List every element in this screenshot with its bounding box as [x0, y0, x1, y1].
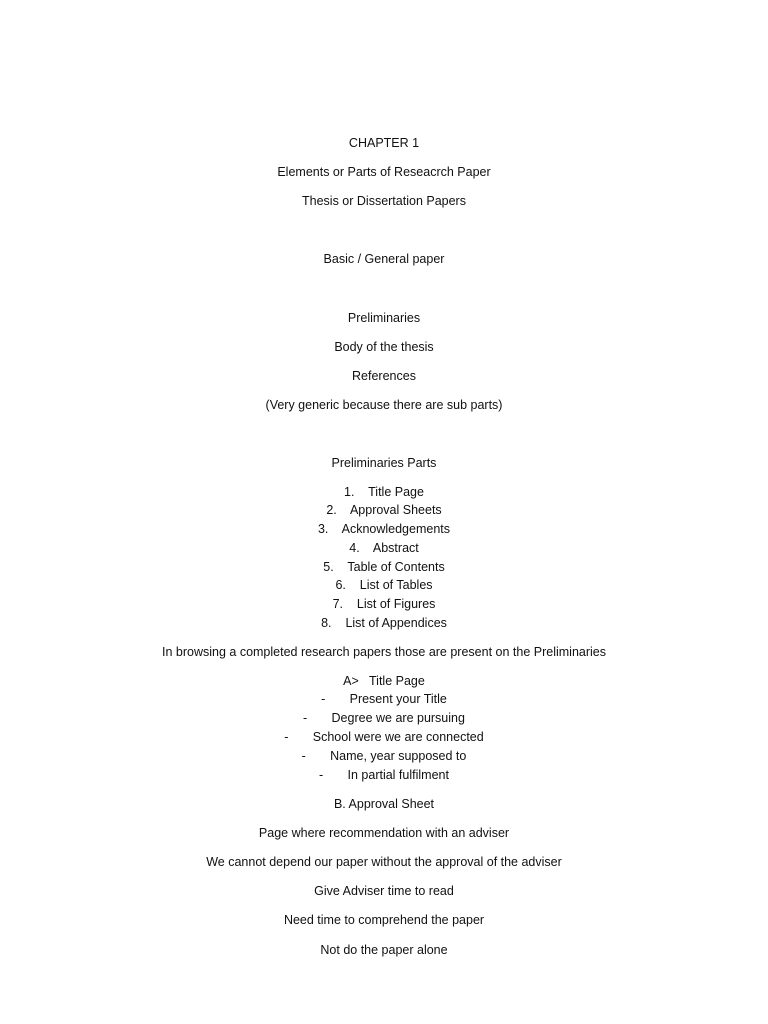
list-item: - Degree we are pursuing [303, 711, 465, 725]
document-subtitle: Thesis or Dissertation Papers [302, 194, 466, 208]
list-label: Abstract [372, 541, 419, 555]
basic-paper-line: Basic / General paper [323, 252, 445, 266]
document-title: Elements or Parts of Reseacrch Paper [277, 165, 491, 179]
list-label: List of Tables [359, 578, 433, 592]
title-page-item: Present your Title [349, 692, 447, 706]
list-number: 3. [317, 522, 329, 536]
list-item [0, 577, 768, 593]
list-label: Approval Sheets [349, 503, 442, 517]
list-number: 7. [332, 597, 343, 611]
preliminaries-parts-heading: Preliminaries Parts [331, 456, 437, 470]
approval-line: We cannot depend our paper without the approval of the adviser [206, 855, 562, 869]
list-label: List of Appendices [345, 616, 447, 630]
list-number: 6. [335, 578, 346, 592]
title-page-item: Degree we are pursuing [331, 711, 465, 725]
list-number: 8. [321, 616, 332, 630]
list-label: List of Figures [356, 597, 436, 611]
list-item [0, 521, 768, 537]
list-label: Table of Contents [347, 560, 445, 574]
list-item: - Name, year supposed to [301, 749, 467, 763]
list-number: 1. [344, 485, 355, 499]
chapter-heading: CHAPTER 1 [348, 136, 420, 150]
list-item: - School were we are connected [284, 730, 484, 744]
title-page-item: In partial fulfilment [347, 768, 449, 782]
list-number: 5. [323, 560, 334, 574]
list-label: Acknowledgements [341, 522, 451, 536]
list-label: Title Page [368, 485, 424, 499]
list-item [0, 559, 768, 575]
list-item [0, 484, 768, 500]
browsing-note: In browsing a completed research papers those are present on the Preliminaries [162, 645, 606, 659]
approval-line: Not do the paper alone [320, 943, 448, 957]
list-item [0, 502, 768, 518]
title-page-item: Name, year supposed to [330, 749, 467, 763]
sections-note: (Very generic because there are sub parts) [265, 398, 503, 412]
list-item [0, 596, 768, 612]
list-item: - Present your Title [321, 692, 447, 706]
section-preliminaries: Preliminaries [347, 311, 421, 325]
approval-line: Need time to comprehend the paper [283, 913, 485, 927]
title-page-heading [0, 673, 768, 689]
list-item: - In partial fulfilment [319, 768, 449, 782]
list-item [0, 540, 768, 556]
list-number: 4. [349, 541, 360, 555]
section-body: Body of the thesis [334, 340, 434, 354]
section-references: References [352, 369, 416, 383]
approval-line: Give Adviser time to read [314, 884, 454, 898]
title-page-item: School were we are connected [312, 730, 484, 744]
approval-line: Page where recommendation with an adviser [258, 826, 510, 840]
title-page-label: Title Page [369, 674, 425, 688]
approval-sheet-heading: B. Approval Sheet [333, 797, 435, 811]
title-page-marker: A> [343, 674, 359, 688]
list-number: 2. [326, 503, 337, 517]
list-item [0, 615, 768, 631]
